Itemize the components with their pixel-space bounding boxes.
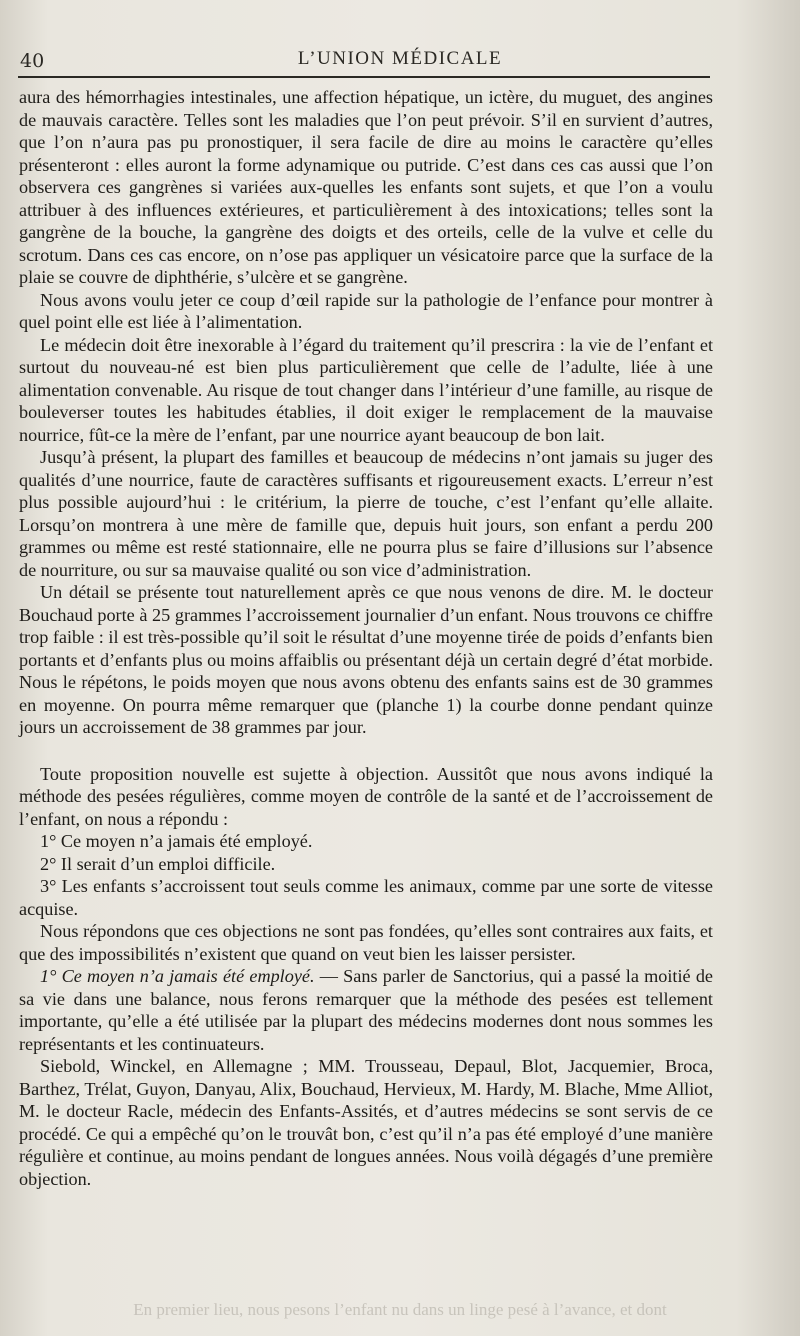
paragraph: Le médecin doit être inexorable à l’égard du traitement qu’il prescrira : la vie de l’enfant et surtout du nouveau-né est bien plus particulièrement que celle de l’adulte, liée à une alimentation convenable. Au risque de tout changer dans l’intérieur d’une famille, au risque de bouleverser toutes les habitudes établies, il doit exiger le remplacement de la mauvaise nourrice, fût-ce la mère de l’enfant, par une nourrice ayant beaucoup de bon lait.: [19, 334, 713, 445]
paragraph: Nous répondons que ces objections ne sont pas fondées, qu’elles sont contraires aux faits, et que des impossibilités n’existent que quand on veut bien les laisser persister.: [19, 921, 713, 964]
bleed-through-text: En premier lieu, nous pesons l’enfant nu dans un linge pesé à l’avance, et dont: [133, 1300, 667, 1319]
paragraph: Siebold, Winckel, en Allemagne ; MM. Trousseau, Depaul, Blot, Jacquemier, Broca, Barthez, Trélat, Guyon, Danyau, Alix, Bouchaud, Hervieux, M. Hardy, M. Blache, Mme Alliot, M. le docteur Racle, médecin des Enfants-Assités, et d’autres médecins se sont servis de ce procédé. Ce qui a empêché qu’on le trouvât bon, c’est qu’il n’a pas été employé d’une manière régulière et continue, au moins pendant de longues années. Nous voilà dégagés d’une première objection.: [19, 1056, 713, 1189]
section-break: [19, 739, 713, 763]
running-title: L’UNION MÉDICALE: [297, 48, 503, 69]
objection-heading: 1° Ce moyen n’a jamais été employé.: [40, 966, 315, 986]
paragraph: Un détail se présente tout naturellement après ce que nous venons de dire. M. le docteur Bouchaud porte à 25 grammes l’accroissement journalier d’un enfant. Nous trouvons ce chiffre trop faible : il est très-possible qu’il soit le résultat d’une moyenne tirée de poids d’enfants bien portants et d’enfants plus ou moins affaiblis ou présentant déjà un certain degré d’état morbide. Nous le répétons, le poids moyen que nous avons obtenu des enfants sains est de 30 grammes en moyenne. On pourra même remarquer que (planche 1) la courbe donne pendant quinze jours un accroissement de 38 grammes par jour.: [19, 582, 713, 737]
page-number: 40: [20, 50, 45, 72]
paragraph-text: — Sans parler de Sanctorius, qui a passé la moitié de sa vie dans une balance, nous ferons remarquer que la méthode des pesées est tellement importante, qu’elle a été utilisée par la plupart des médecins modernes dont nous sommes les représentants et les continuateurs.: [19, 966, 714, 1054]
list-item: 2° Il serait d’un emploi difficile.: [40, 853, 276, 874]
article-body: [19, 86, 713, 1190]
paragraph: [19, 965, 713, 1055]
paragraph: Nous avons voulu jeter ce coup d’œil rapide sur la pathologie de l’enfance pour montrer à quel point elle est liée à l’alimentation.: [19, 289, 713, 332]
paragraph: Toute proposition nouvelle est sujette à objection. Aussitôt que nous avons indiqué la méthode des pesées régulières, comme moyen de contrôle de la santé et de l’accroissement de l’enfant, on nous a répondu :: [19, 763, 713, 829]
paragraph: Jusqu’à présent, la plupart des familles et beaucoup de médecins n’ont jamais su juger des qualités d’une nourrice, faute de caractères suffisants et rigoureusement exacts. L’erreur n’est plus possible aujourd’hui : le critérium, la pierre de touche, c’est l’enfant qu’elle allaite. Lorsqu’on montrera à une mère de famille que, depuis huit jours, son enfant a perdu 200 grammes ou même est resté stationnaire, elle ne pourra plus se faire d’illusions sur l’absence de nourriture, ou sur sa mauvaise qualité ou son vice d’administration.: [19, 447, 713, 580]
list-item: 3° Les enfants s’accroissent tout seuls comme les animaux, comme par une sorte de vitesse acquise.: [19, 876, 713, 919]
header-rule: [18, 76, 710, 78]
list-item: 1° Ce moyen n’a jamais été employé.: [40, 831, 313, 851]
paragraph: aura des hémorrhagies intestinales, une affection hépatique, un ictère, du muguet, des angines de mauvais caractère. Telles sont les maladies que l’on peut prévoir. S’il en survient d’autres, que l’on n’aura pas pu pronostiquer, il sera facile de dire au moins le caractère qu’elles présenteront : elles auront la forme adynamique ou putride. C’est dans ces cas aussi que l’on observera ces gangrènes si variées aux-quelles les enfants sont sujets, et que l’on a voulu attribuer à des influences extérieures, et particulièrement à des intoxications; telles sont la gangrène de la bouche, la gangrène des doigts et des orteils, celle de la vulve et celle du scrotum. Dans ces cas encore, on n’ose pas appliquer un vésicatoire parce que la surface de la plaie se couvre de diphthérie, s’ulcère et se gangrène.: [19, 87, 713, 287]
